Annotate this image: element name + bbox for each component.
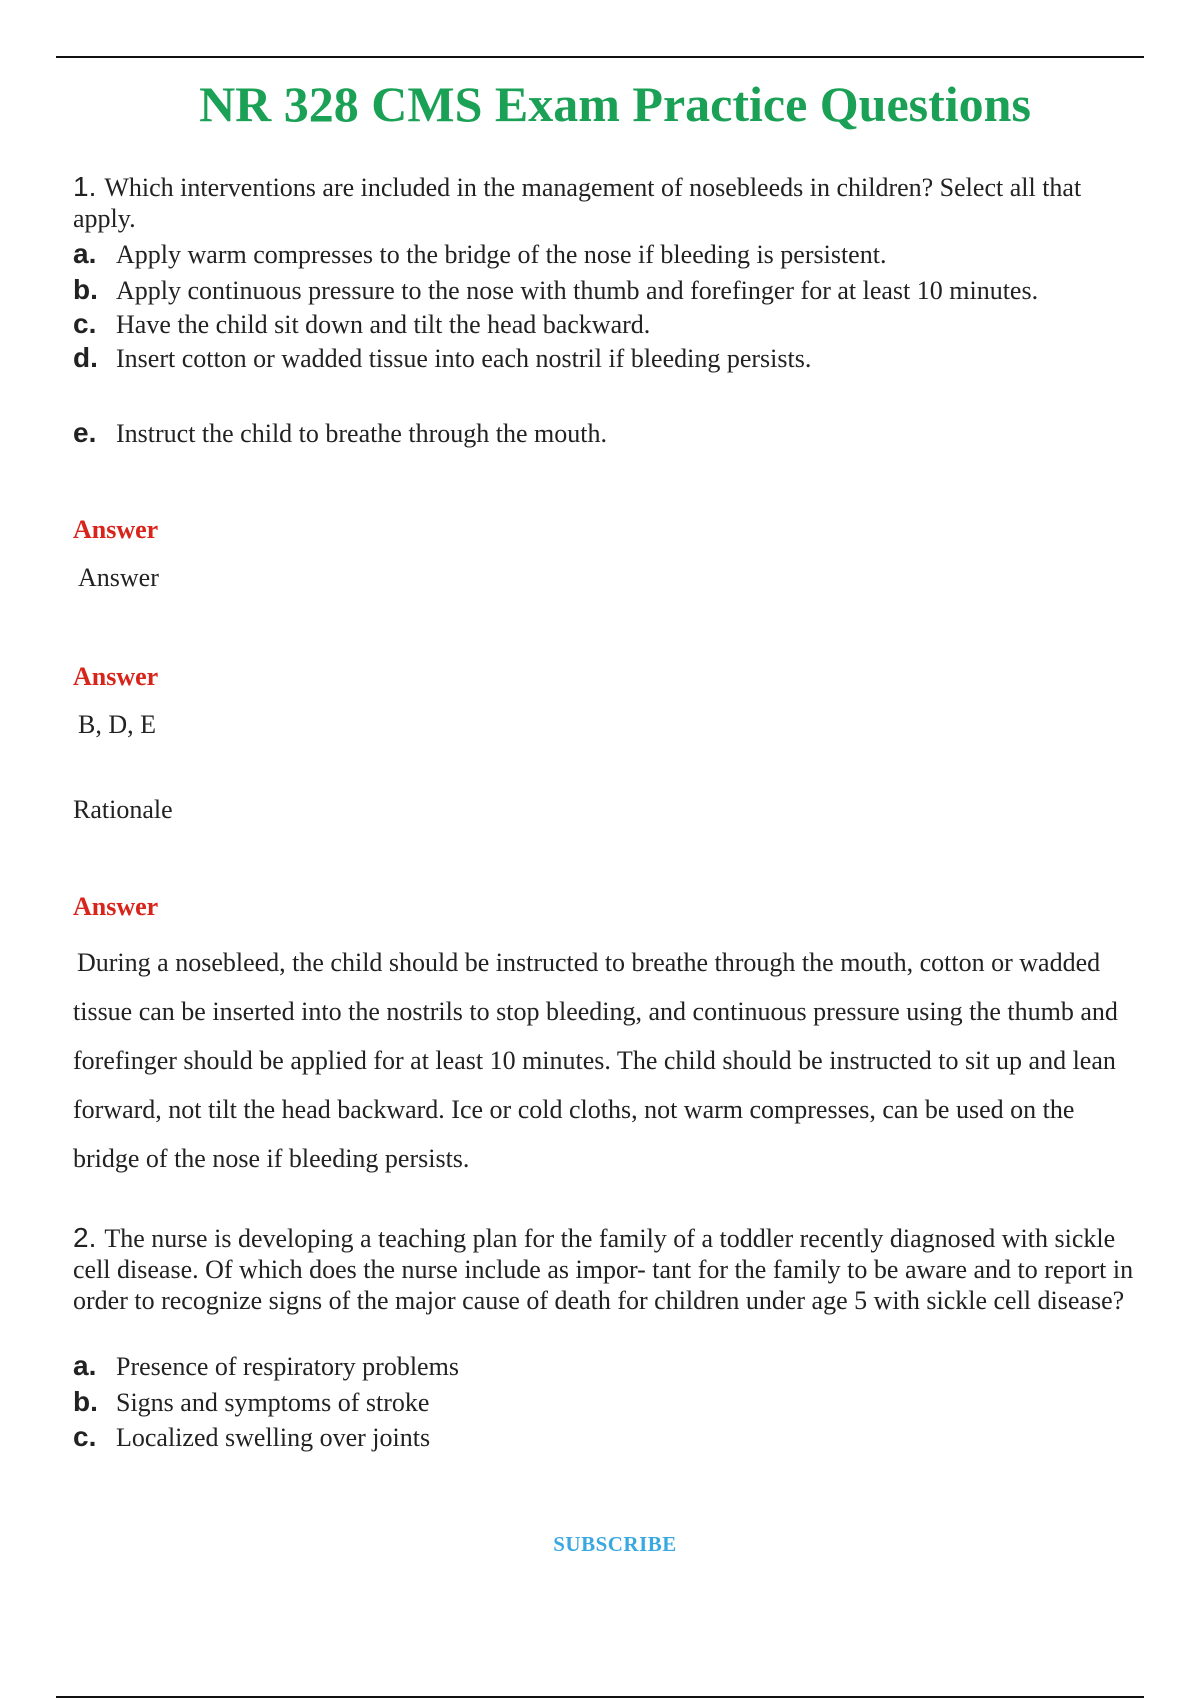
option-text: Localized swelling over joints xyxy=(116,1423,431,1452)
question-1-option-e xyxy=(73,416,607,451)
question-2-option-c xyxy=(73,1420,430,1455)
question-1-option-b xyxy=(73,273,1038,308)
option-text: Apply warm compresses to the bridge of the nose if bleeding is persistent. xyxy=(116,240,887,269)
question-1-option-d xyxy=(73,341,811,376)
question-1-option-a xyxy=(73,237,886,272)
subscribe-link[interactable]: SUBSCRIBE xyxy=(553,1532,677,1556)
option-text: Apply continuous pressure to the nose with thumb and forefinger for at least 10 minutes. xyxy=(116,276,1039,305)
option-text: Insert cotton or wadded tissue into each nostril if bleeding persists. xyxy=(116,344,812,373)
question-1-number: 1. xyxy=(73,171,97,202)
option-letter: d. xyxy=(73,342,98,373)
question-2-option-a xyxy=(73,1349,459,1384)
option-letter: a. xyxy=(73,238,97,269)
bottom-rule xyxy=(56,1696,1144,1698)
option-text: Have the child sit down and tilt the head backward. xyxy=(116,310,651,339)
question-2-text: The nurse is developing a teaching plan for the family of a toddler recently diagnosed with sickle cell disease. Of which does the nurse include as impor- tant for the family to be aware and to report in order to recognize signs of the major cause of death for children under age 5 with sickle cell disease? xyxy=(73,1224,1134,1315)
answer-text: Answer xyxy=(78,563,159,592)
question-1-option-c xyxy=(73,307,650,342)
answer-label: Answer xyxy=(73,515,159,544)
option-letter: a. xyxy=(73,1350,97,1381)
option-letter: c. xyxy=(73,1421,97,1452)
answer-label: Answer xyxy=(73,892,159,921)
question-2-option-b xyxy=(73,1385,429,1420)
answer-value: B, D, E xyxy=(78,710,156,739)
option-text: Instruct the child to breathe through the mouth. xyxy=(116,419,607,448)
option-letter: b. xyxy=(73,274,98,305)
page-title: NR 328 CMS Exam Practice Questions xyxy=(199,76,1031,132)
question-1 xyxy=(73,171,1145,234)
rationale-text: During a nosebleed, the child should be instructed to breathe through the mouth, cotton or wadded tissue can be inserted into the nostrils to stop bleeding, and continuous pressure using the thumb and forefinger should be applied for at least 10 minutes. The child should be instructed to sit up and lean forward, not tilt the head backward. Ice or cold cloths, not warm compresses, can be used on the bridge of the nose if bleeding persists. xyxy=(73,948,1118,1173)
question-2 xyxy=(73,1222,1145,1316)
option-text: Presence of respiratory problems xyxy=(116,1352,459,1381)
rationale-label: Rationale xyxy=(73,795,173,824)
top-rule xyxy=(56,56,1144,58)
question-1-text: Which interventions are included in the management of nosebleeds in children? Select all that apply. xyxy=(73,173,1082,233)
answer-label: Answer xyxy=(73,662,159,691)
option-letter: b. xyxy=(73,1386,98,1417)
option-letter: c. xyxy=(73,308,97,339)
option-text: Signs and symptoms of stroke xyxy=(116,1388,430,1417)
option-letter: e. xyxy=(73,417,97,448)
question-2-number: 2. xyxy=(73,1222,97,1253)
